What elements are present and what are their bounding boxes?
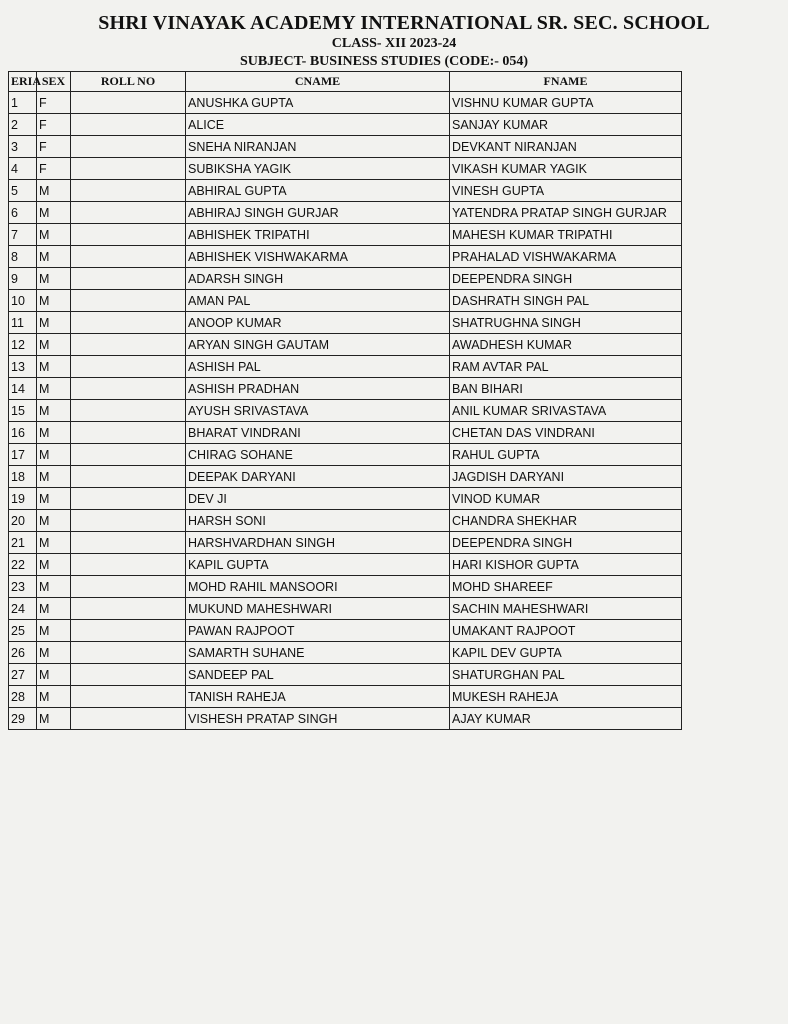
father-name-cell: VINESH GUPTA	[450, 180, 682, 202]
father-name-cell: KAPIL DEV GUPTA	[450, 642, 682, 664]
father-name-cell: SHATURGHAN PAL	[450, 664, 682, 686]
sex-cell: F	[37, 92, 71, 114]
serial-cell: 22	[9, 554, 37, 576]
roll-no-cell	[71, 510, 186, 532]
father-name-cell: JAGDISH DARYANI	[450, 466, 682, 488]
roll-no-cell	[71, 598, 186, 620]
school-name: SHRI VINAYAK ACADEMY INTERNATIONAL SR. SEC. SCHOOL	[98, 12, 710, 34]
father-name-cell: VIKASH KUMAR YAGIK	[450, 158, 682, 180]
table-row	[9, 356, 682, 378]
serial-cell: 9	[9, 268, 37, 290]
sex-cell: M	[37, 334, 71, 356]
father-name-cell: MAHESH KUMAR TRIPATHI	[450, 224, 682, 246]
father-name-cell: DEEPENDRA SINGH	[450, 532, 682, 554]
father-name-cell: VINOD KUMAR	[450, 488, 682, 510]
col-header-fname: FNAME	[450, 72, 682, 92]
serial-cell: 5	[9, 180, 37, 202]
student-name-cell: VISHESH PRATAP SINGH	[186, 708, 450, 730]
sex-cell: M	[37, 576, 71, 598]
serial-cell: 3	[9, 136, 37, 158]
table-row	[9, 620, 682, 642]
serial-cell: 6	[9, 202, 37, 224]
sex-cell: M	[37, 532, 71, 554]
table-row	[9, 664, 682, 686]
sex-cell: M	[37, 554, 71, 576]
sex-cell: M	[37, 422, 71, 444]
roll-no-cell	[71, 334, 186, 356]
serial-cell: 4	[9, 158, 37, 180]
father-name-cell: RAHUL GUPTA	[450, 444, 682, 466]
father-name-cell: DASHRATH SINGH PAL	[450, 290, 682, 312]
table-row	[9, 180, 682, 202]
table-row	[9, 224, 682, 246]
roll-no-cell	[71, 136, 186, 158]
serial-cell: 14	[9, 378, 37, 400]
table-row	[9, 202, 682, 224]
sex-cell: M	[37, 664, 71, 686]
serial-cell: 2	[9, 114, 37, 136]
serial-cell: 13	[9, 356, 37, 378]
sex-cell: M	[37, 246, 71, 268]
col-header-sex: SEX	[37, 72, 71, 92]
father-name-cell: AJAY KUMAR	[450, 708, 682, 730]
father-name-cell: YATENDRA PRATAP SINGH GURJAR	[450, 202, 682, 224]
class-line: CLASS- XII 2023-24	[331, 36, 457, 51]
sex-cell: M	[37, 708, 71, 730]
father-name-cell: CHETAN DAS VINDRANI	[450, 422, 682, 444]
serial-cell: 28	[9, 686, 37, 708]
roll-no-cell	[71, 642, 186, 664]
table-row	[9, 686, 682, 708]
sex-cell: M	[37, 466, 71, 488]
sex-cell: M	[37, 224, 71, 246]
table-row	[9, 136, 682, 158]
sex-cell: M	[37, 686, 71, 708]
table-row	[9, 466, 682, 488]
serial-cell: 20	[9, 510, 37, 532]
roll-no-cell	[71, 378, 186, 400]
roll-no-cell	[71, 158, 186, 180]
table-row	[9, 158, 682, 180]
student-name-cell: MUKUND MAHESHWARI	[186, 598, 450, 620]
table-row	[9, 598, 682, 620]
student-name-cell: SAMARTH SUHANE	[186, 642, 450, 664]
student-name-cell: ASHISH PRADHAN	[186, 378, 450, 400]
roll-no-cell	[71, 422, 186, 444]
roll-no-cell	[71, 554, 186, 576]
father-name-cell: DEEPENDRA SINGH	[450, 268, 682, 290]
serial-cell: 15	[9, 400, 37, 422]
table-body	[9, 92, 682, 730]
student-name-cell: ANOOP KUMAR	[186, 312, 450, 334]
student-name-cell: DEEPAK DARYANI	[186, 466, 450, 488]
roll-no-cell	[71, 444, 186, 466]
roll-no-cell	[71, 246, 186, 268]
table-row	[9, 510, 682, 532]
father-name-cell: AWADHESH KUMAR	[450, 334, 682, 356]
father-name-cell: HARI KISHOR GUPTA	[450, 554, 682, 576]
student-name-cell: TANISH RAHEJA	[186, 686, 450, 708]
roll-no-cell	[71, 664, 186, 686]
sex-cell: M	[37, 510, 71, 532]
sex-cell: M	[37, 620, 71, 642]
roll-no-cell	[71, 224, 186, 246]
student-name-cell: SANDEEP PAL	[186, 664, 450, 686]
roll-no-cell	[71, 708, 186, 730]
serial-cell: 11	[9, 312, 37, 334]
sex-cell: F	[37, 136, 71, 158]
student-name-cell: AMAN PAL	[186, 290, 450, 312]
sex-cell: F	[37, 114, 71, 136]
roll-no-cell	[71, 532, 186, 554]
roll-no-cell	[71, 202, 186, 224]
sex-cell: M	[37, 268, 71, 290]
table-row	[9, 708, 682, 730]
father-name-cell: VISHNU KUMAR GUPTA	[450, 92, 682, 114]
father-name-cell: SACHIN MAHESHWARI	[450, 598, 682, 620]
serial-cell: 26	[9, 642, 37, 664]
student-name-cell: SNEHA NIRANJAN	[186, 136, 450, 158]
sex-cell: M	[37, 378, 71, 400]
roll-no-cell	[71, 686, 186, 708]
roll-no-cell	[71, 466, 186, 488]
col-header-cname: CNAME	[186, 72, 450, 92]
father-name-cell: ANIL KUMAR SRIVASTAVA	[450, 400, 682, 422]
student-name-cell: CHIRAG SOHANE	[186, 444, 450, 466]
table-row	[9, 554, 682, 576]
student-name-cell: PAWAN RAJPOOT	[186, 620, 450, 642]
table-row	[9, 378, 682, 400]
father-name-cell: MOHD SHAREEF	[450, 576, 682, 598]
student-name-cell: HARSHVARDHAN SINGH	[186, 532, 450, 554]
father-name-cell: SANJAY KUMAR	[450, 114, 682, 136]
roll-no-cell	[71, 180, 186, 202]
serial-cell: 16	[9, 422, 37, 444]
student-name-cell: ABHISHEK VISHWAKARMA	[186, 246, 450, 268]
table-row	[9, 422, 682, 444]
student-name-cell: ADARSH SINGH	[186, 268, 450, 290]
table-row	[9, 114, 682, 136]
student-name-cell: ABHIRAJ SINGH GURJAR	[186, 202, 450, 224]
roll-no-cell	[71, 620, 186, 642]
father-name-cell: RAM AVTAR PAL	[450, 356, 682, 378]
student-name-cell: ABHISHEK TRIPATHI	[186, 224, 450, 246]
col-header-roll-no: ROLL NO	[71, 72, 186, 92]
table-row	[9, 444, 682, 466]
father-name-cell: SHATRUGHNA SINGH	[450, 312, 682, 334]
sex-cell: M	[37, 356, 71, 378]
father-name-cell: BAN BIHARI	[450, 378, 682, 400]
serial-cell: 17	[9, 444, 37, 466]
roll-no-cell	[71, 356, 186, 378]
sex-cell: M	[37, 400, 71, 422]
father-name-cell: MUKESH RAHEJA	[450, 686, 682, 708]
student-name-cell: ASHISH PAL	[186, 356, 450, 378]
serial-cell: 8	[9, 246, 37, 268]
serial-cell: 23	[9, 576, 37, 598]
roll-no-cell	[71, 576, 186, 598]
sex-cell: F	[37, 158, 71, 180]
roll-no-cell	[71, 488, 186, 510]
sex-cell: M	[37, 642, 71, 664]
student-name-cell: BHARAT VINDRANI	[186, 422, 450, 444]
serial-cell: 19	[9, 488, 37, 510]
roll-no-cell	[71, 114, 186, 136]
student-roster-table	[8, 71, 682, 730]
subject-line: SUBJECT- BUSINESS STUDIES (CODE:- 054)	[239, 54, 529, 69]
sex-cell: M	[37, 312, 71, 334]
table-row	[9, 290, 682, 312]
sex-cell: M	[37, 444, 71, 466]
student-name-cell: DEV JI	[186, 488, 450, 510]
serial-cell: 7	[9, 224, 37, 246]
serial-cell: 25	[9, 620, 37, 642]
col-header-serial: ERIA	[9, 72, 37, 92]
sex-cell: M	[37, 598, 71, 620]
table-row	[9, 92, 682, 114]
serial-cell: 27	[9, 664, 37, 686]
sex-cell: M	[37, 488, 71, 510]
student-name-cell: SUBIKSHA YAGIK	[186, 158, 450, 180]
roll-no-cell	[71, 268, 186, 290]
roll-no-cell	[71, 290, 186, 312]
father-name-cell: CHANDRA SHEKHAR	[450, 510, 682, 532]
serial-cell: 18	[9, 466, 37, 488]
table-row	[9, 334, 682, 356]
father-name-cell: PRAHALAD VISHWAKARMA	[450, 246, 682, 268]
serial-cell: 10	[9, 290, 37, 312]
serial-cell: 1	[9, 92, 37, 114]
father-name-cell: UMAKANT RAJPOOT	[450, 620, 682, 642]
sex-cell: M	[37, 290, 71, 312]
roll-no-cell	[71, 400, 186, 422]
roll-no-cell	[71, 312, 186, 334]
student-name-cell: MOHD RAHIL MANSOORI	[186, 576, 450, 598]
student-name-cell: ABHIRAL GUPTA	[186, 180, 450, 202]
serial-cell: 24	[9, 598, 37, 620]
serial-cell: 12	[9, 334, 37, 356]
student-name-cell: ANUSHKA GUPTA	[186, 92, 450, 114]
sex-cell: M	[37, 180, 71, 202]
table-row	[9, 400, 682, 422]
student-name-cell: ARYAN SINGH GAUTAM	[186, 334, 450, 356]
student-name-cell: AYUSH SRIVASTAVA	[186, 400, 450, 422]
table-header-row	[9, 72, 682, 92]
roll-no-cell	[71, 92, 186, 114]
table-row	[9, 488, 682, 510]
table-row	[9, 642, 682, 664]
table-row	[9, 532, 682, 554]
table-row	[9, 576, 682, 598]
father-name-cell: DEVKANT NIRANJAN	[450, 136, 682, 158]
serial-cell: 21	[9, 532, 37, 554]
serial-cell: 29	[9, 708, 37, 730]
student-name-cell: ALICE	[186, 114, 450, 136]
table-row	[9, 312, 682, 334]
student-name-cell: HARSH SONI	[186, 510, 450, 532]
sex-cell: M	[37, 202, 71, 224]
student-name-cell: KAPIL GUPTA	[186, 554, 450, 576]
table-row	[9, 268, 682, 290]
table-row	[9, 246, 682, 268]
